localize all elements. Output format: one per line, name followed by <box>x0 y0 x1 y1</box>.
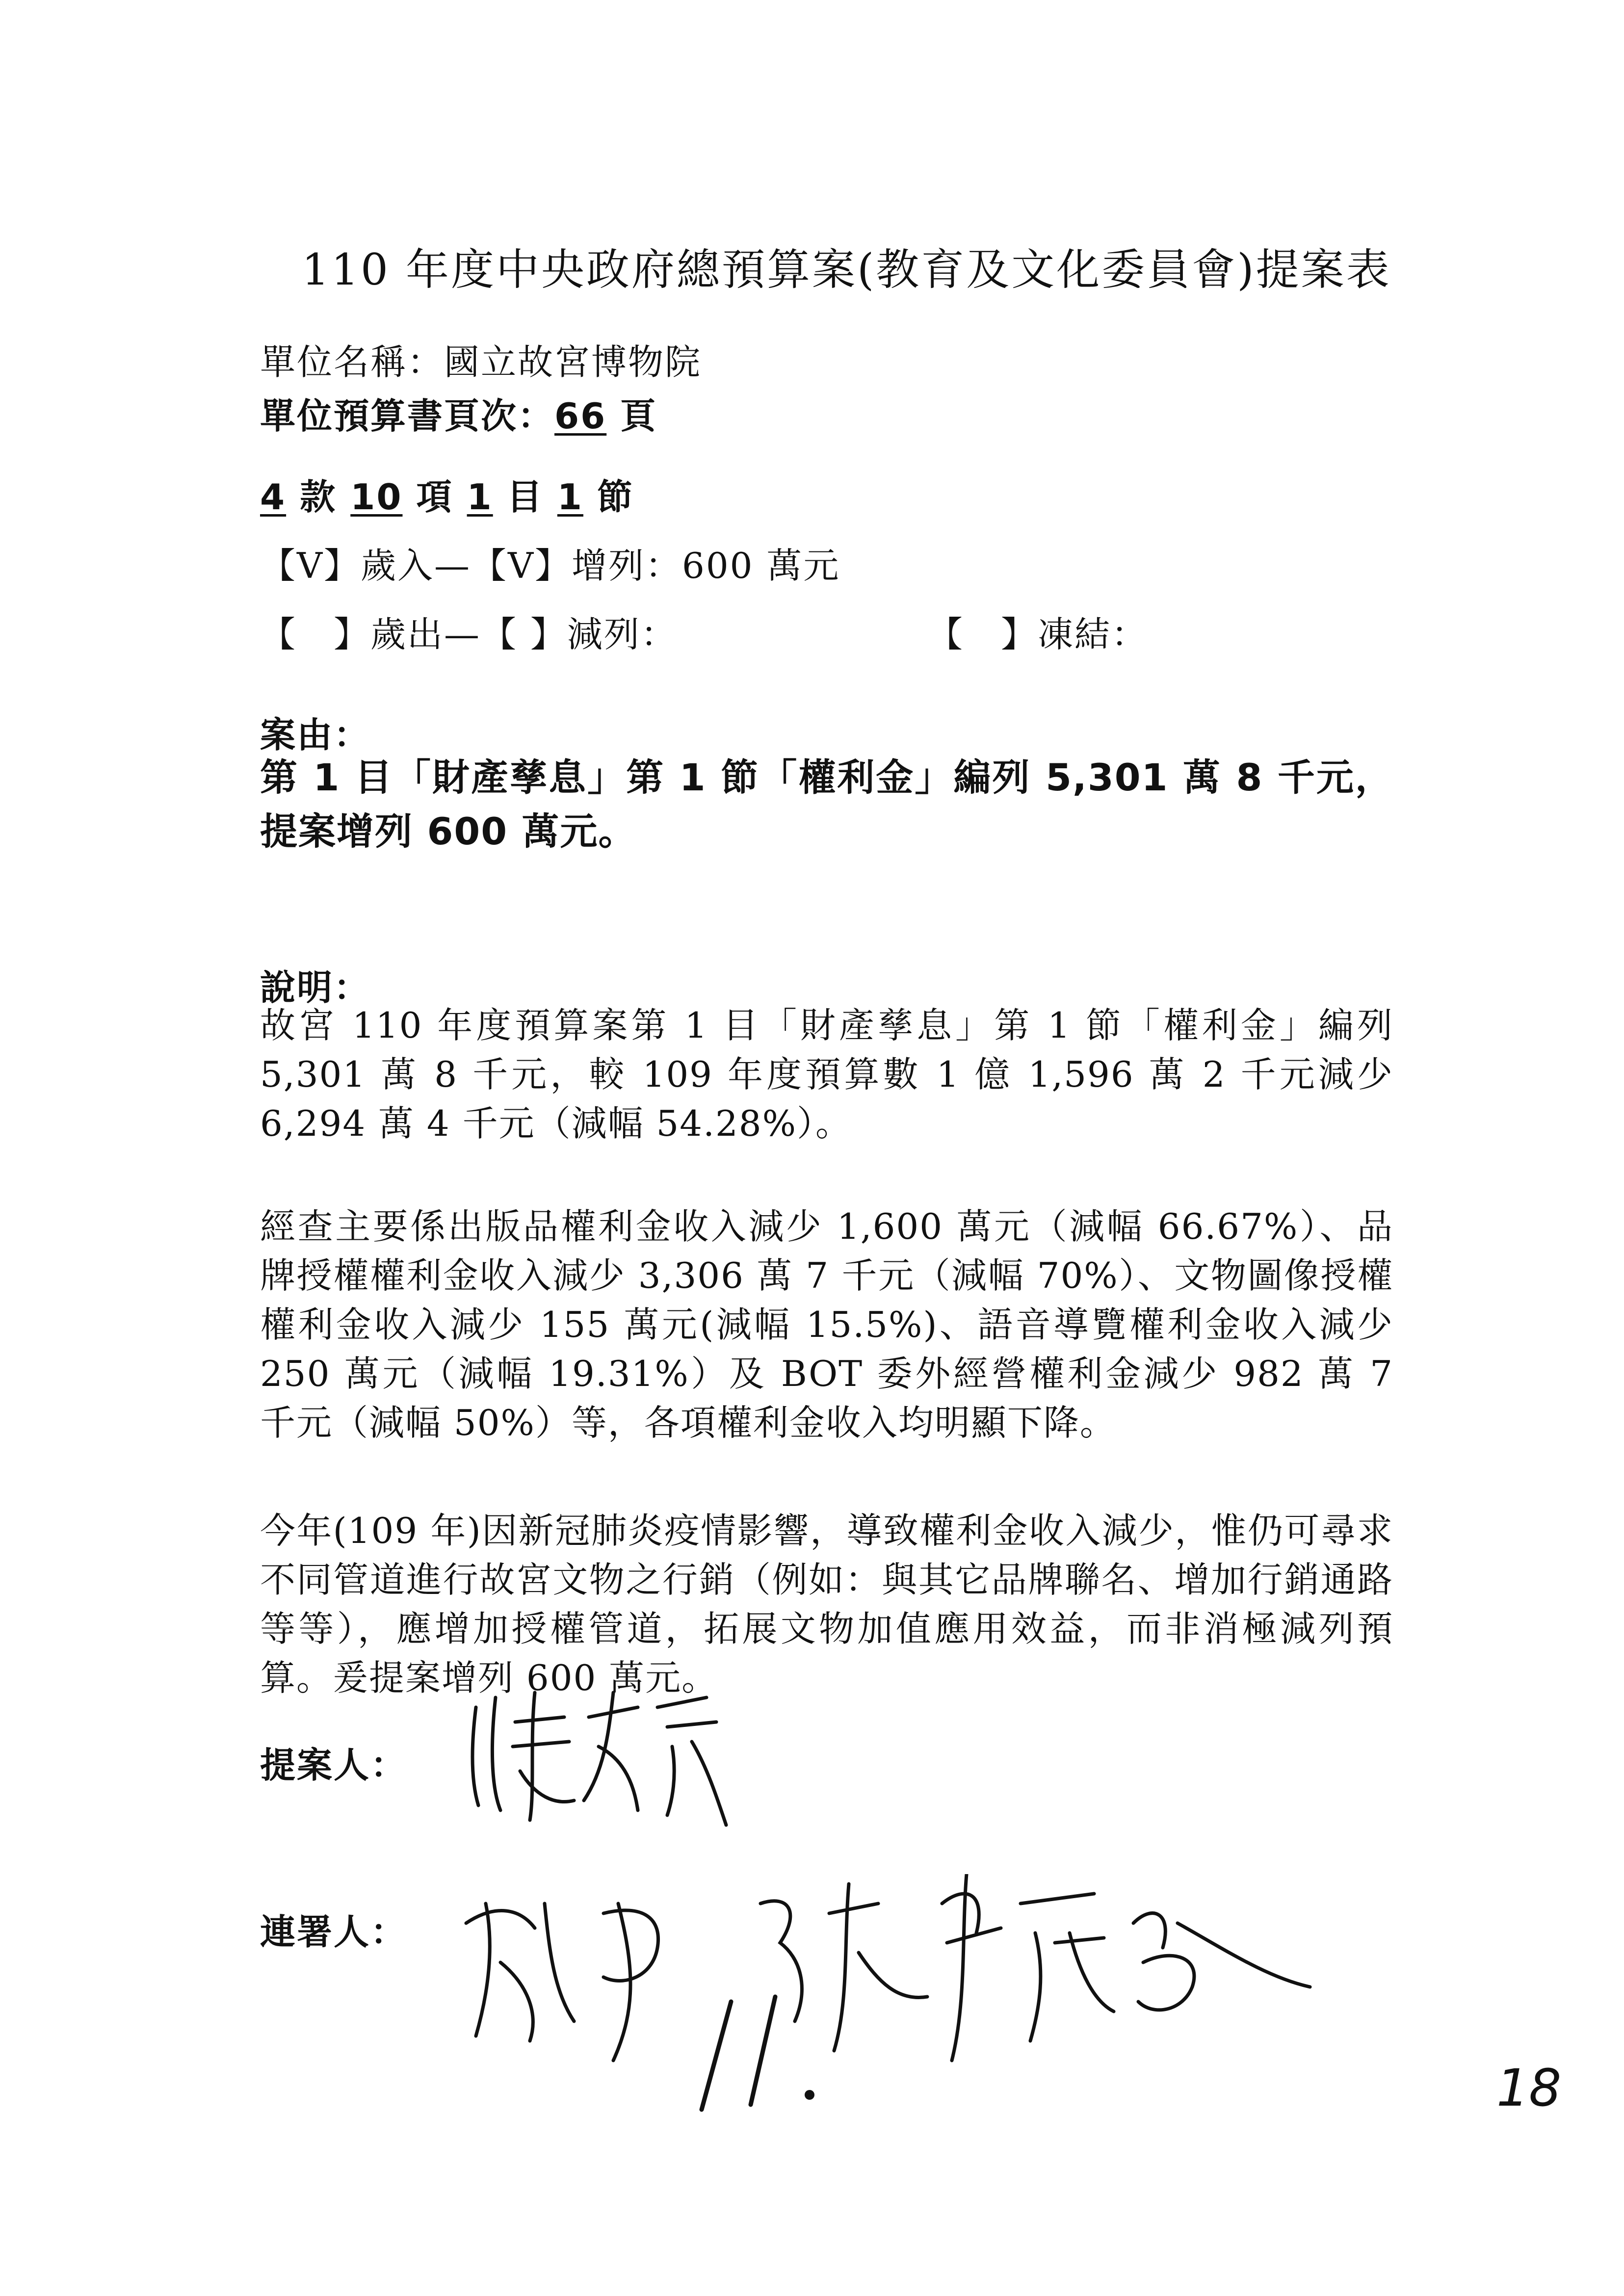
unit-name-label: 單位名稱： <box>260 341 445 383</box>
decrease-label: 減列： <box>567 614 678 655</box>
case-reason-text: 第 1 目「財產孳息」第 1 節「權利金」編列 5,301 萬 8 千元，提案增列 600 萬元。 <box>260 756 1393 853</box>
explanation-paragraph-2: 經查主要係出版品權利金收入減少 1,600 萬元（減幅 66.67%）、品牌授權權利金收入減少 3,306 萬 7 千元（減幅 70%）、文物圖像授權權利金收入減少 155 萬元(減幅 15.5%)、語音導覽權利金收入減少 250 萬元（減幅 19.31%）及 BOT 委外經營權利金減少 982 萬 7 千元（減幅 50%）等，各項權利金收入均明顯下降。 <box>260 1206 1393 1443</box>
revenue-line <box>260 537 840 588</box>
freeze-line <box>927 606 1148 657</box>
cosigners-label: 連署人： <box>260 1911 408 1953</box>
expense-checkbox: 【 】 <box>260 614 371 655</box>
proposer-signature <box>461 1678 736 1840</box>
revenue-label: 歲入— <box>361 545 471 586</box>
revenue-checkbox: 【V】 <box>260 545 361 586</box>
kuan-number: 4 <box>260 476 287 518</box>
mu-number: 1 <box>467 476 493 518</box>
cosigner-signatures <box>456 1874 1320 2129</box>
budget-page-label: 單位預算書頁次： <box>260 395 555 437</box>
explanation-paragraph-1: 故宮 110 年度預算案第 1 目「財產孳息」第 1 節「權利金」編列 5,301 萬 8 千元，較 109 年度預算數 1 億 1,596 萬 2 千元減少 6,294 萬 4 千元（減幅 54.28%）。 <box>260 1005 1393 1144</box>
expense-label: 歲出— <box>370 614 481 655</box>
unit-name-value: 國立故宮博物院 <box>444 341 702 383</box>
mu-label: 目 <box>493 476 557 518</box>
classification-line <box>260 469 634 520</box>
form-title: 110 年度中央政府總預算案(教育及文化委員會)提案表 <box>302 244 1391 295</box>
kuan-label: 款 <box>286 476 351 518</box>
page-number: 18 <box>1496 2058 1562 2118</box>
jie-label: 節 <box>583 476 634 518</box>
budget-page-number: 66 <box>554 395 607 437</box>
increase-checkbox: 【V】 <box>471 545 572 586</box>
proposer-label: 提案人： <box>260 1745 408 1786</box>
budget-page-suffix: 頁 <box>606 395 657 437</box>
jie-number: 1 <box>557 476 583 518</box>
xiang-number: 10 <box>350 476 403 518</box>
freeze-label: 凍結： <box>1038 614 1149 655</box>
budget-page-line <box>260 388 657 439</box>
expense-line <box>260 606 678 657</box>
xiang-label: 項 <box>402 476 467 518</box>
increase-label: 增列：600 萬元 <box>572 545 840 586</box>
explanation-paragraph-3: 今年(109 年)因新冠肺炎疫情影響，導致權利金收入減少，惟仍可尋求不同管道進行故宮文物之行銷（例如：與其它品牌聯名、增加行銷通路等等），應增加授權管道，拓展文物加值應用效益，而非消極減列預算。爰提案增列 600 萬元。 <box>260 1510 1393 1698</box>
explanation-label: 說明： <box>260 967 371 1008</box>
unit-name-line <box>260 334 702 385</box>
freeze-checkbox: 【 】 <box>927 614 1038 655</box>
decrease-checkbox: 【 】 <box>481 614 567 655</box>
case-reason-label: 案由： <box>260 714 371 756</box>
